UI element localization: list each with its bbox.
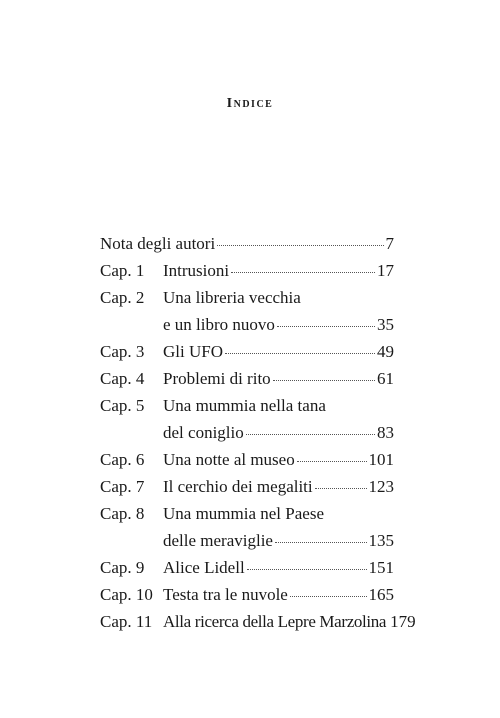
toc-entry-line [163, 392, 394, 419]
toc-entry [100, 581, 394, 608]
toc-chapter-number: Cap. 11 [100, 612, 153, 631]
toc-chapter-number: Cap. 2 [100, 288, 145, 307]
toc-entry-title: Il cerchio dei megaliti [163, 477, 313, 496]
dot-leader [273, 366, 375, 381]
toc-entry [100, 392, 394, 419]
dot-leader [225, 339, 375, 354]
toc-entry-title-cont: del coniglio [163, 423, 244, 442]
toc-entry-line [163, 581, 394, 608]
toc-entry [100, 338, 394, 365]
toc-entry-continuation [100, 527, 394, 554]
toc-chapter-number: Cap. 10 [100, 585, 153, 604]
toc-entry-line [163, 338, 394, 365]
toc-entry-line [100, 230, 394, 257]
toc-entry-line [163, 257, 394, 284]
toc-entry-title: Problemi di rito [163, 369, 271, 388]
toc-entry-title-cont: e un libro nuovo [163, 315, 275, 334]
toc-entry-line [163, 527, 394, 554]
dot-leader [246, 420, 375, 435]
toc-entry [100, 284, 394, 311]
toc-entry [100, 554, 394, 581]
toc-entry [100, 608, 416, 635]
toc-entry-title: Una mummia nella tana [163, 396, 326, 415]
table-of-contents [100, 230, 416, 635]
toc-entry-line [163, 500, 394, 527]
toc-entry-line [163, 419, 394, 446]
toc-chapter-number: Cap. 9 [100, 558, 145, 577]
toc-page-number: 179 [390, 612, 416, 631]
toc-entry-title: Nota degli autori [100, 234, 216, 253]
toc-entry [100, 473, 394, 500]
dot-leader [277, 312, 375, 327]
dot-leader [247, 555, 367, 570]
toc-entry-line [163, 311, 394, 338]
toc-entry [100, 257, 394, 284]
dot-leader [290, 582, 367, 597]
toc-page-number: 165 [368, 585, 394, 604]
dot-leader [297, 447, 367, 462]
dot-leader [217, 231, 383, 246]
toc-entry-line [163, 554, 394, 581]
toc-page-number: 17 [377, 261, 394, 280]
toc-page-number: 61 [377, 369, 394, 388]
toc-entry [100, 446, 394, 473]
toc-page-number: 101 [368, 450, 394, 469]
toc-entry-title: Intrusioni [163, 261, 230, 280]
toc-chapter-number: Cap. 1 [100, 261, 145, 280]
toc-entry-line [163, 446, 394, 473]
toc-entry-title: Alla ricerca della Lepre Marzolina [163, 612, 387, 631]
toc-entry [100, 500, 394, 527]
toc-entry-continuation [100, 419, 394, 446]
toc-entry-line [163, 365, 394, 392]
toc-entry-title: Testa tra le nuvole [163, 585, 288, 604]
toc-entry-line [163, 284, 394, 311]
toc-entry-title: Gli UFO [163, 342, 223, 361]
dot-leader [275, 528, 367, 543]
toc-entry-title: Alice Lidell [163, 558, 245, 577]
toc-page-number: 35 [377, 315, 394, 334]
toc-page-number: 83 [377, 423, 394, 442]
dot-leader [315, 474, 367, 489]
toc-page-number: 135 [368, 531, 394, 550]
page-title: Indice [226, 96, 274, 111]
toc-chapter-number: Cap. 5 [100, 396, 145, 415]
toc-chapter-number: Cap. 3 [100, 342, 145, 361]
toc-entry-title: Una notte al museo [163, 450, 295, 469]
toc-entry-title-cont: delle meraviglie [163, 531, 273, 550]
toc-chapter-number: Cap. 4 [100, 369, 145, 388]
toc-entry-title: Una mummia nel Paese [163, 504, 324, 523]
toc-chapter-number: Cap. 7 [100, 477, 145, 496]
toc-entry-line [163, 608, 416, 635]
toc-page-number: 151 [368, 558, 394, 577]
toc-chapter-number: Cap. 6 [100, 450, 145, 469]
toc-entry-line [163, 473, 394, 500]
toc-page-number: 123 [368, 477, 394, 496]
toc-entry [100, 365, 394, 392]
toc-chapter-number: Cap. 8 [100, 504, 145, 523]
dot-leader [231, 258, 375, 273]
toc-entry-title: Una libreria vecchia [163, 288, 301, 307]
toc-page-number: 7 [385, 234, 394, 253]
toc-entry [100, 230, 394, 257]
toc-entry-continuation [100, 311, 394, 338]
toc-page-number: 49 [377, 342, 394, 361]
